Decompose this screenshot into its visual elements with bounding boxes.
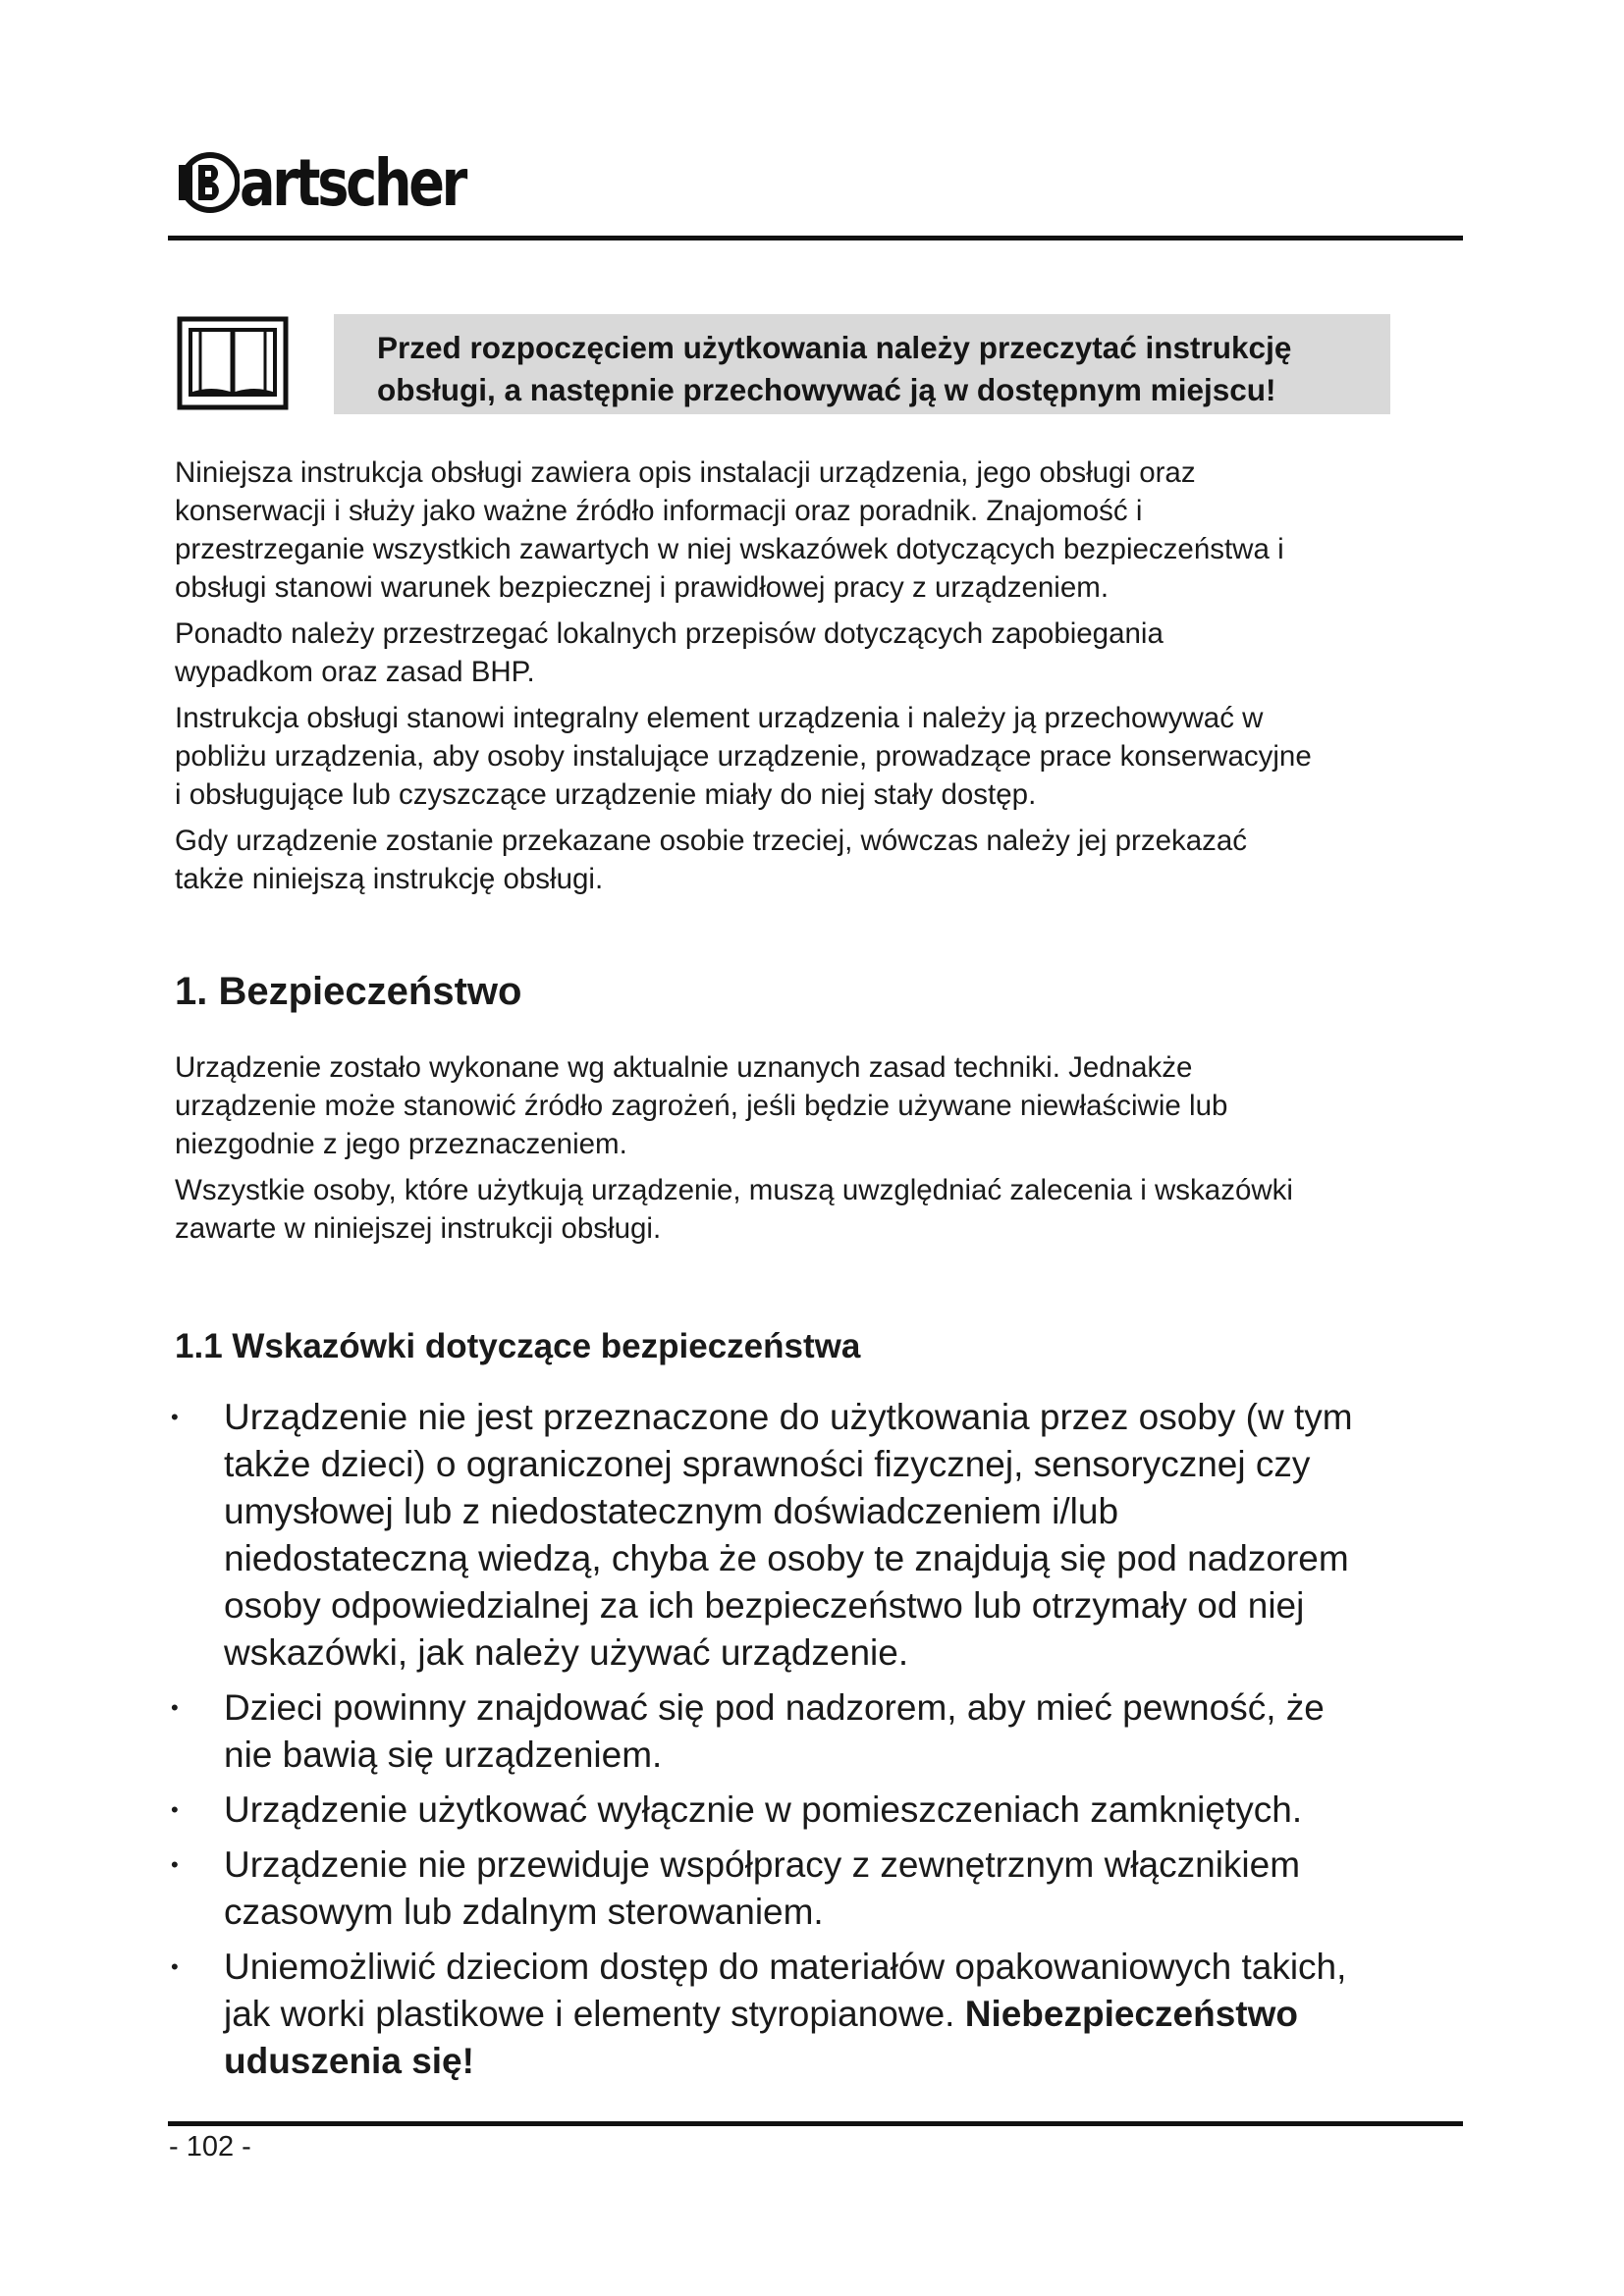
bullet-icon: • (171, 1695, 179, 1720)
text-line (224, 1991, 1483, 2038)
text-line: czasowym lub zdalnym sterowaniem. (224, 1892, 824, 1932)
intro-paragraph (175, 454, 1481, 607)
text-line: konserwacji i służy jako ważne źródło informacji oraz poradnik. Znajomość i (175, 495, 1143, 527)
brand-name: artscher (240, 144, 465, 221)
safety-text (175, 1048, 1481, 1255)
section-heading-safety-notes: 1.1 Wskazówki dotyczące bezpieczeństwa (175, 1327, 861, 1365)
text-line: niedostateczną wiedzą, chyba że osoby te znajdują się pod nadzorem (224, 1538, 1349, 1578)
brand-logo (177, 135, 514, 230)
text-line: Gdy urządzenie zostanie przekazane osobie trzeciej, wówczas należy jej przekazać (175, 825, 1248, 857)
list-item (167, 1684, 1483, 1779)
list-item (167, 1944, 1483, 2085)
text-line: wskazówki, jak należy używać urządzenie. (224, 1632, 909, 1673)
safety-notes-list (167, 1394, 1483, 2093)
text-fragment: jak worki plastikowe i elementy styropianowe. (224, 1994, 955, 2034)
text-line: Uniemożliwić dzieciom dostęp do materiałów opakowaniowych takich, (224, 1947, 1347, 1987)
text-line: Wszystkie osoby, które użytkują urządzenie, muszą uwzględniać zalecenia i wskazówki (175, 1174, 1293, 1206)
text-line: Urządzenie użytkować wyłącznie w pomieszczeniach zamkniętych. (224, 1789, 1303, 1830)
read-manual-notice (334, 314, 1390, 414)
text-line: nie bawią się urządzeniem. (224, 1735, 663, 1775)
text-line: wypadkom oraz zasad BHP. (175, 656, 535, 688)
safety-paragraph (175, 1171, 1481, 1248)
text-line: Dzieci powinny znajdować się pod nadzorem, aby mieć pewność, że (224, 1687, 1325, 1728)
text-line: pobliżu urządzenia, aby osoby instalujące urządzenie, prowadzące prace konserwacyjne (175, 740, 1312, 773)
manual-book-icon (177, 316, 289, 410)
text-line: Urządzenie nie jest przeznaczone do użytkowania przez osoby (w tym (224, 1397, 1353, 1437)
bartscher-b-icon (177, 151, 240, 214)
text-line: osoby odpowiedzialnej za ich bezpieczeństwo lub otrzymały od niej (224, 1585, 1305, 1626)
danger-warning: uduszenia się! (224, 2041, 474, 2081)
safety-paragraph (175, 1048, 1481, 1163)
list-item (167, 1842, 1483, 1936)
footer-rule (168, 2121, 1463, 2126)
intro-paragraph (175, 699, 1481, 814)
notice-line: Przed rozpoczęciem użytkowania należy przeczytać instrukcję (377, 330, 1292, 365)
section-heading-safety: 1. Bezpieczeństwo (175, 970, 522, 1013)
intro-paragraph (175, 822, 1481, 898)
list-item (167, 1394, 1483, 1677)
bullet-icon: • (171, 1405, 179, 1429)
text-line: umysłowej lub z niedostatecznym doświadczeniem i/lub (224, 1491, 1119, 1531)
text-line: urządzenie może stanowić źródło zagrożeń, jeśli będzie używane niewłaściwie lub (175, 1090, 1228, 1122)
list-item (167, 1787, 1483, 1834)
bullet-icon: • (171, 1954, 179, 1979)
bullet-icon: • (171, 1852, 179, 1877)
intro-text (175, 454, 1481, 906)
text-line: Urządzenie nie przewiduje współpracy z zewnętrznym włącznikiem (224, 1844, 1301, 1885)
text-line: przestrzeganie wszystkich zawartych w niej wskazówek dotyczących bezpieczeństwa i (175, 533, 1284, 565)
text-line: Niniejsza instrukcja obsługi zawiera opis instalacji urządzenia, jego obsługi oraz (175, 456, 1196, 489)
text-line: obsługi stanowi warunek bezpiecznej i prawidłowej pracy z urządzeniem. (175, 571, 1110, 604)
text-line: Instrukcja obsługi stanowi integralny element urządzenia i należy ją przechowywać w (175, 702, 1264, 734)
intro-paragraph (175, 614, 1481, 691)
text-line: także dzieci) o ograniczonej sprawności fizycznej, sensorycznej czy (224, 1444, 1311, 1484)
text-line: zawarte w niniejszej instrukcji obsługi. (175, 1212, 662, 1245)
text-line: także niniejszą instrukcję obsługi. (175, 863, 604, 895)
text-line (224, 2038, 1483, 2085)
notice-line: obsługi, a następnie przechowywać ją w dostępnym miejscu! (377, 372, 1276, 407)
danger-warning: Niebezpieczeństwo (964, 1994, 1298, 2034)
page-number: - 102 - (169, 2131, 251, 2163)
text-line: Ponadto należy przestrzegać lokalnych przepisów dotyczących zapobiegania (175, 617, 1164, 650)
text-line: i obsługujące lub czyszczące urządzenie miały do niej stały dostęp. (175, 778, 1037, 811)
text-line: niezgodnie z jego przeznaczeniem. (175, 1128, 627, 1160)
header-rule (168, 236, 1463, 240)
bullet-icon: • (171, 1797, 179, 1822)
text-line: Urządzenie zostało wykonane wg aktualnie uznanych zasad techniki. Jednakże (175, 1051, 1193, 1084)
